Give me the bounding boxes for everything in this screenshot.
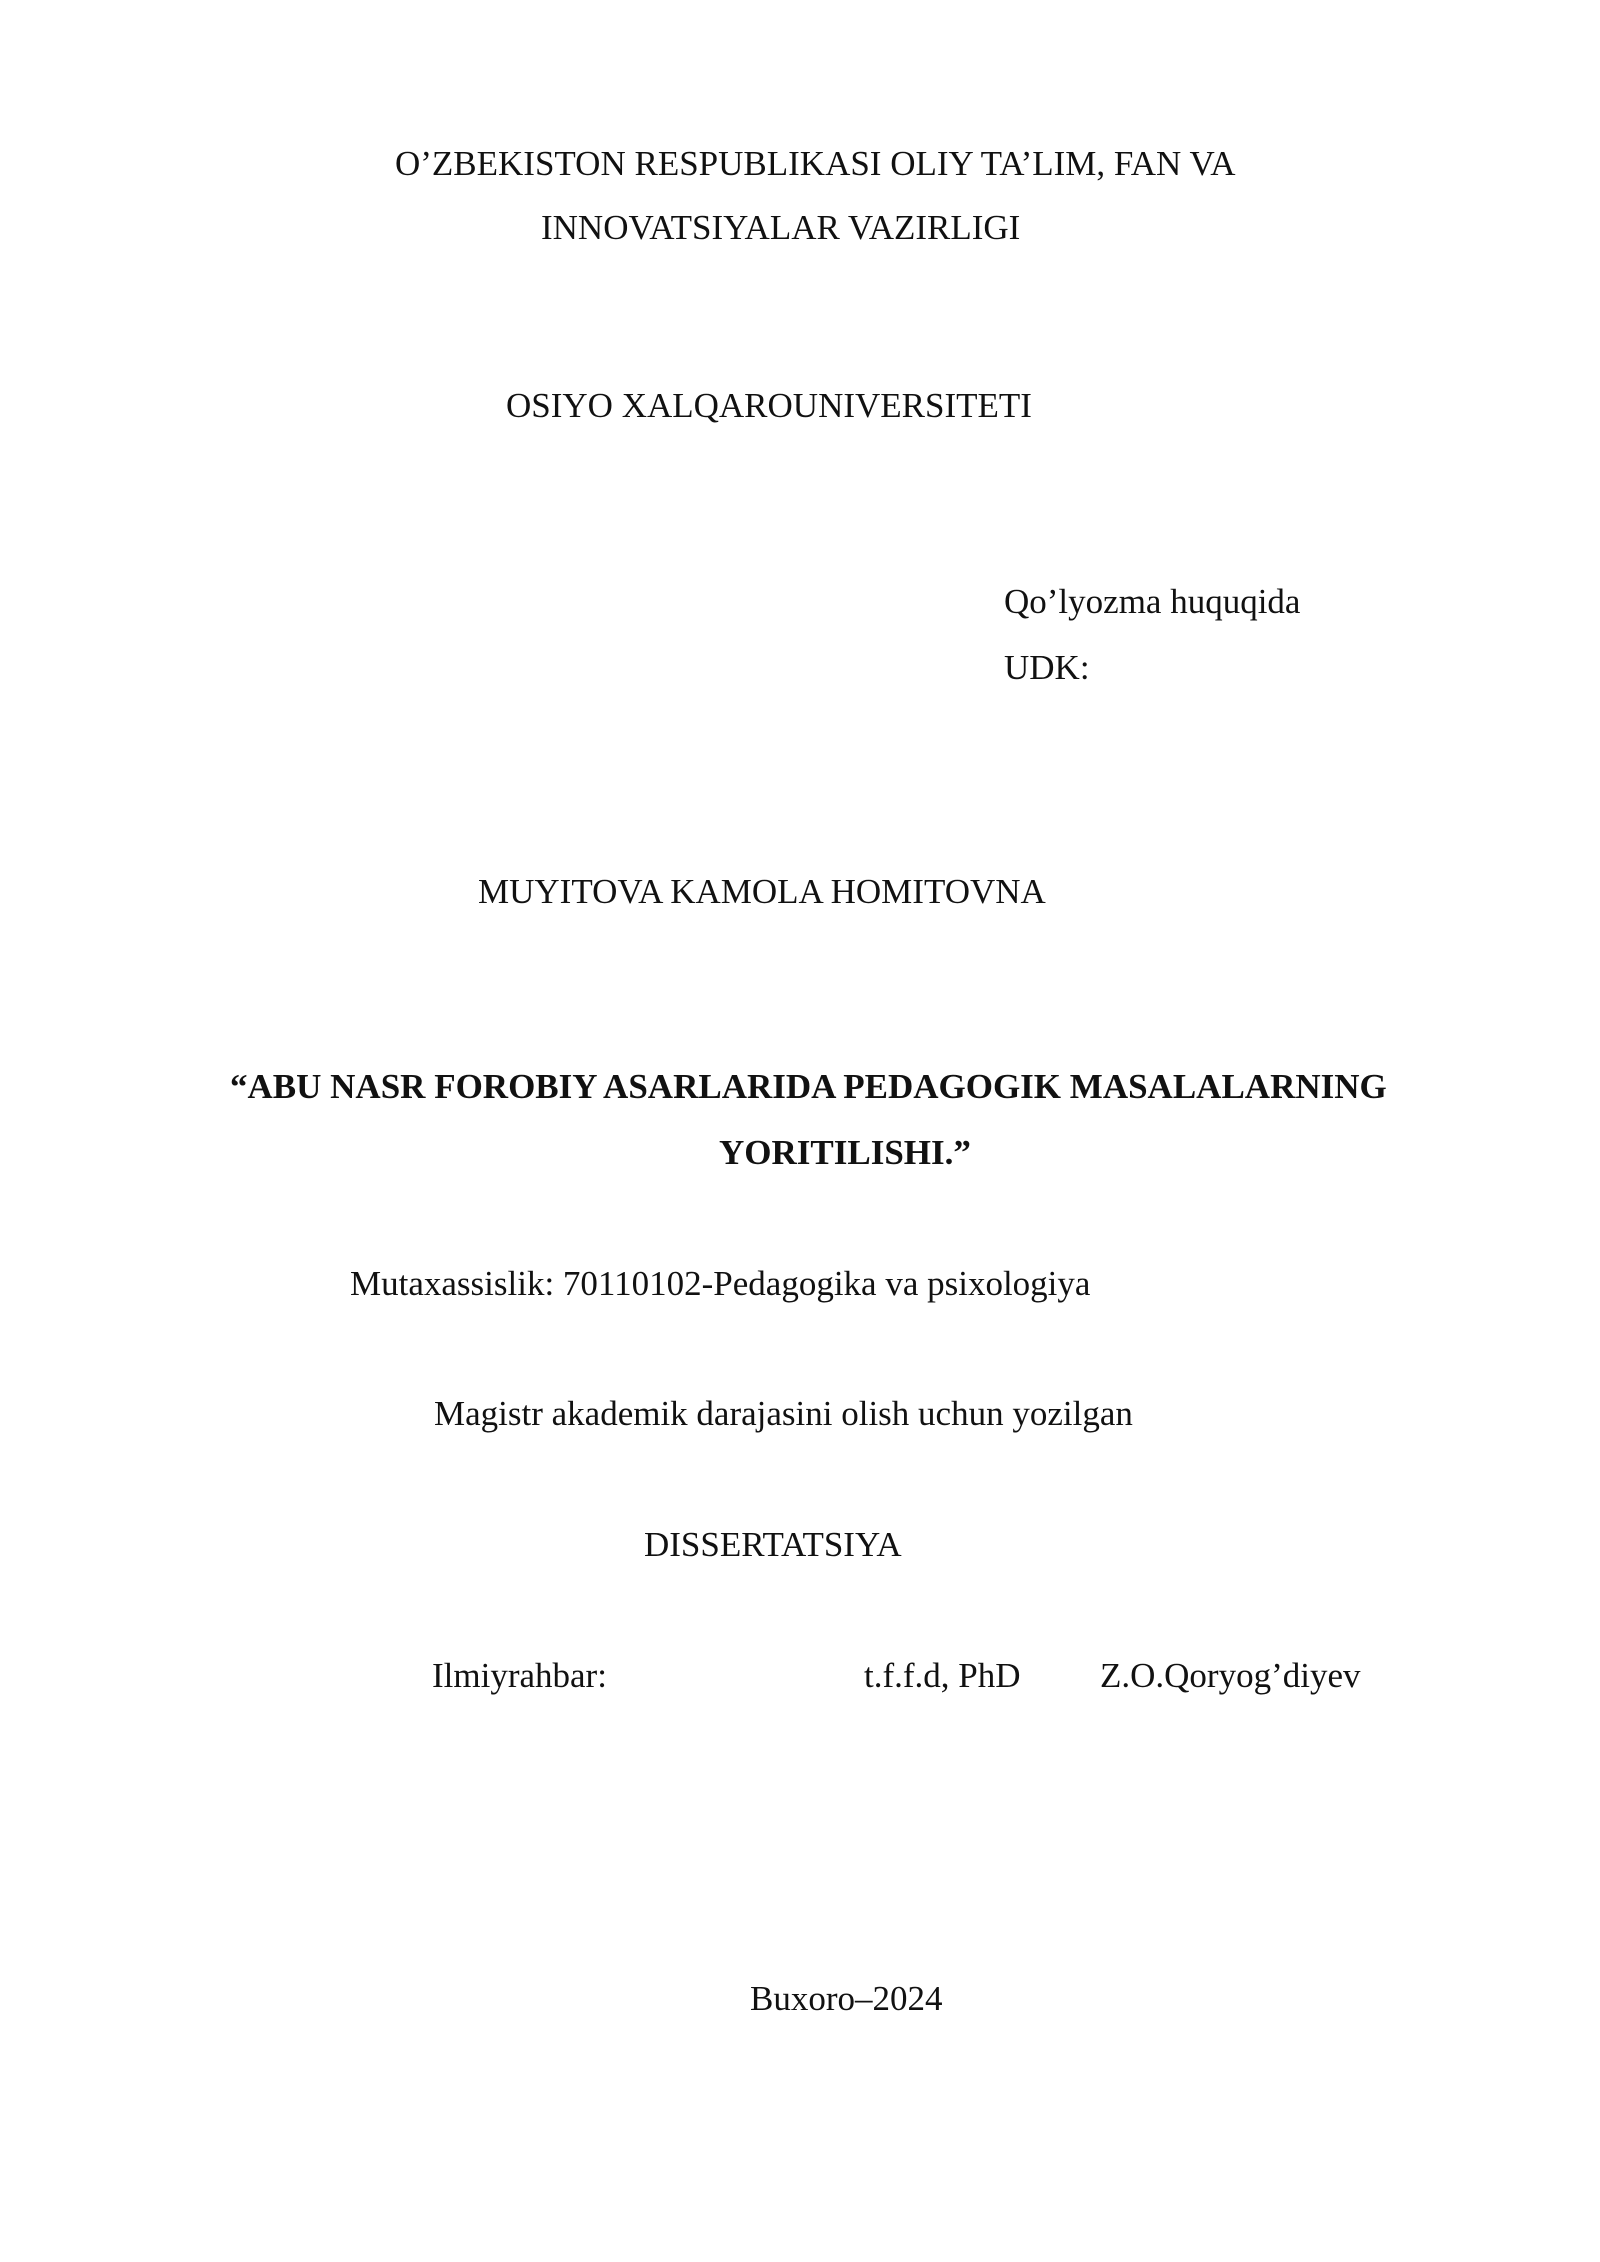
author-name: MUYITOVA KAMOLA HOMITOVNA [478,872,1046,911]
place-and-year: Buxoro–2024 [750,1979,943,2018]
university-name: OSIYO XALQAROUNIVERSITETI [506,386,1032,425]
degree-purpose: Magistr akademik darajasini olish uchun yozilgan [434,1394,1133,1433]
ministry-name-line-2: INNOVATSIYALAR VAZIRLIGI [541,208,1021,247]
manuscript-rights-note: Qo’lyozma huquqida [1004,582,1301,621]
document-type: DISSERTATSIYA [644,1525,902,1564]
thesis-title-line-2: YORITILISHI.” [719,1133,971,1172]
specialty: Mutaxassislik: 70110102-Pedagogika va psixologiya [350,1264,1091,1303]
supervisor-label: Ilmiyrahbar: [432,1656,607,1695]
supervisor-name: Z.O.Qoryog’diyev [1100,1656,1361,1695]
thesis-title-line-1: “ABU NASR FOROBIY ASARLARIDA PEDAGOGIK MASALALARNING [230,1067,1387,1106]
ministry-name-line-1: O’ZBEKISTON RESPUBLIKASI OLIY TA’LIM, FAN VA [395,144,1236,183]
supervisor-degree: t.f.f.d, PhD [864,1656,1021,1695]
udk-label: UDK: [1004,648,1090,687]
